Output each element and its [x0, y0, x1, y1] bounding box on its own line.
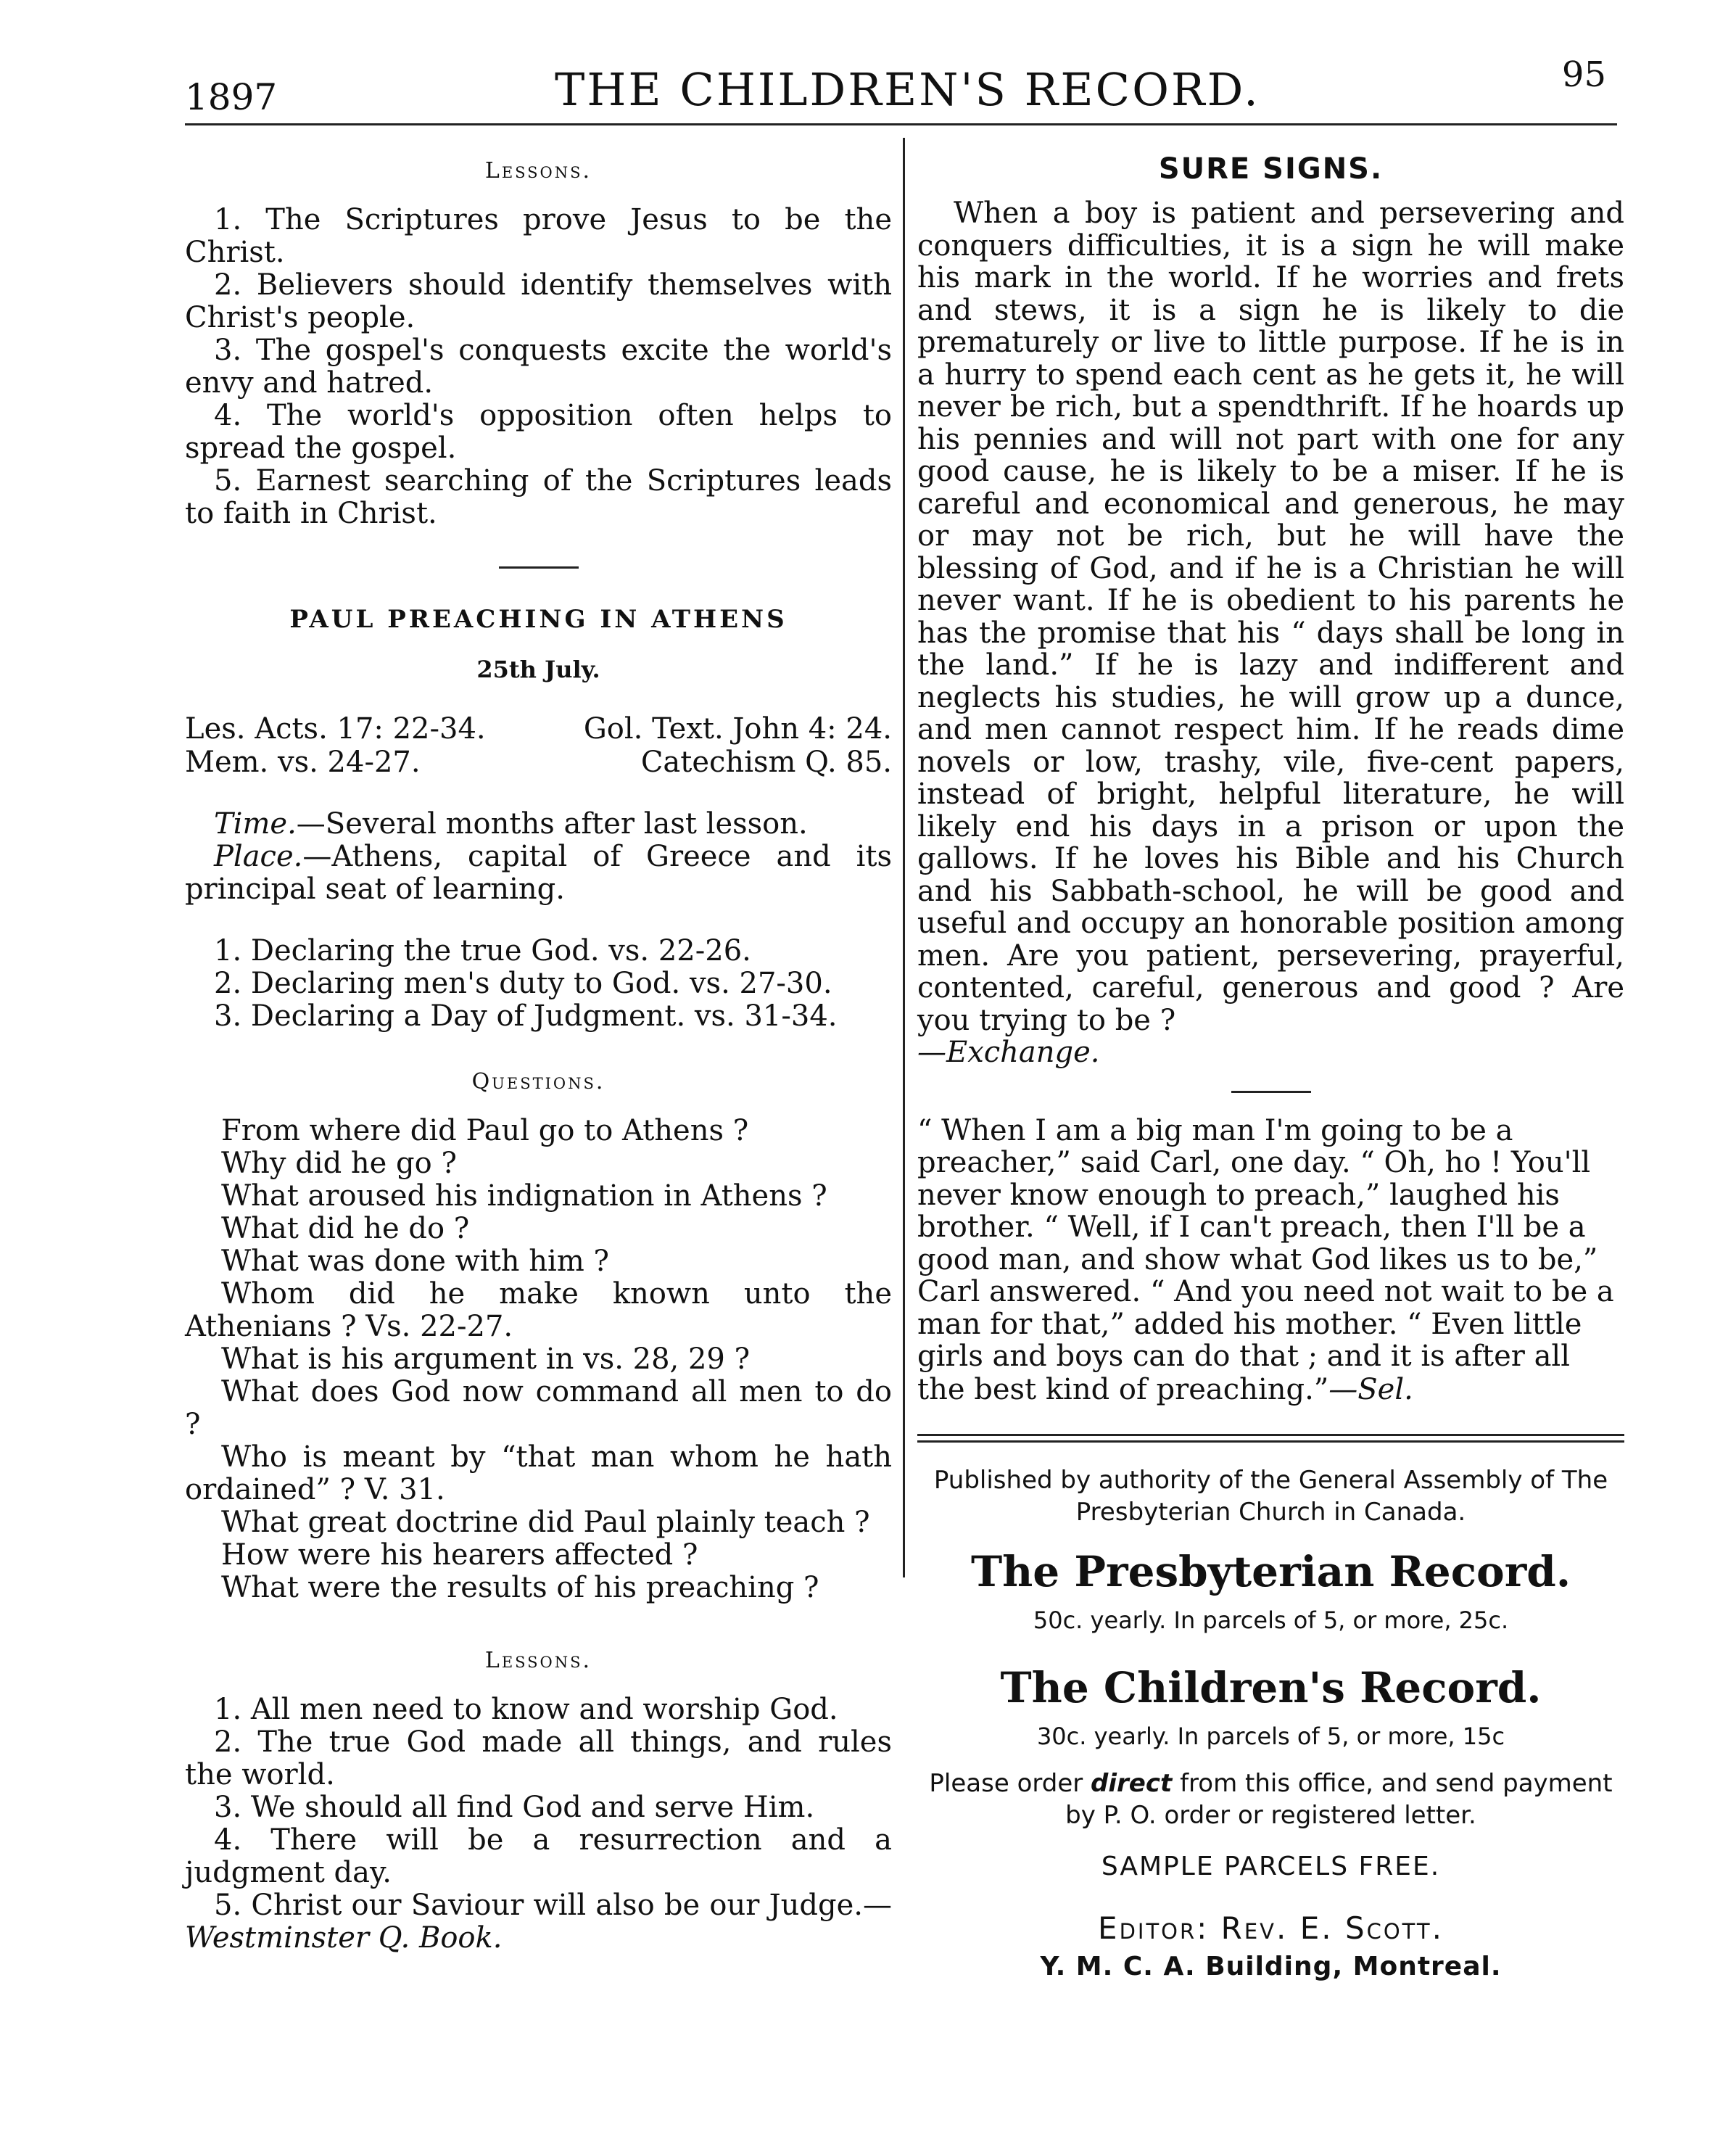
lessons-source: Westminster Q. Book. — [185, 1921, 503, 1955]
question-item: What was done with him ? — [221, 1245, 609, 1278]
question-item: What is his argument in vs. 28, 29 ? — [221, 1342, 751, 1376]
question-item: What aroused his indignation in Athens ? — [221, 1179, 827, 1213]
question-item: Who is meant by “that man whom he hath ordained” ? V. 31. — [185, 1440, 892, 1506]
question-item: What did he do ? — [221, 1212, 470, 1245]
editor-line: Editor: Rev. E. Scott. — [1098, 1910, 1444, 1946]
lessons-list-2 — [185, 1694, 892, 1955]
list-item: 3. We should all find God and serve Him. — [214, 1791, 815, 1824]
childrens-record-price: 30c. yearly. In parcels of 5, or more, 15c — [1036, 1722, 1505, 1750]
question-item: What does God now command all men to do ? — [185, 1375, 892, 1441]
catechism-ref: Catechism Q. 85. — [640, 746, 892, 779]
page-number: 95 — [1561, 54, 1606, 95]
presbyterian-record-price: 50c. yearly. In parcels of 5, or more, 25c. — [1033, 1606, 1509, 1634]
lesson-title: PAUL PREACHING IN ATHENS — [289, 605, 788, 634]
question-item: Whom did he make known unto the Athenians ? Vs. 22-27. — [185, 1277, 892, 1343]
questions-heading: Questions. — [471, 1069, 605, 1094]
lesson-refs-row-1 — [185, 712, 892, 746]
lessons-heading: Lessons. — [484, 158, 592, 183]
publisher-divider — [917, 1434, 1624, 1443]
time-line — [185, 808, 892, 841]
place-label: Place. — [214, 840, 303, 873]
header-rule — [185, 123, 1617, 125]
anecdote-source: —Sel. — [1328, 1372, 1413, 1406]
outline-item: 1. Declaring the true God. vs. 22-26. — [214, 934, 751, 968]
question-item: Why did he go ? — [221, 1147, 457, 1180]
childrens-record-title: The Children's Record. — [1000, 1662, 1542, 1712]
list-item: 1. The Scriptures prove Jesus to be the Christ. — [185, 203, 892, 269]
lessons-heading-2: Lessons. — [484, 1648, 592, 1673]
time-label: Time. — [214, 807, 297, 841]
order-line: Please order direct from this office, and send payment by P. O. order or registered letter. — [929, 1768, 1613, 1830]
article-body: When a boy is patient and persevering and conquers difficulties, it is a sign he will make his mark in the world. If he worries and frets and stews, it is a sign he is likely to die prematurely or live to little purpose. If he is in a hurry to spend each cent as he gets it, he will never be rich, but a spendthrift. If he hoards up his pennies and will not part with one for any good cause, he is likely to be a miser. If he is careful and economical and generous, he may or may not be rich, but he will have the blessing of God, and if he is a Christian he will never want. If he is obedient to his parents he has the promise that his “ days shall be long in the land.” If he is lazy and indifferent and neglects his studies, he will grow up a dunce, and men cannot respect him. If he reads dime novels or low, trashy, vile, five-cent papers, instead of bright, helpful literature, he will likely end his days in a prison or upon the gallows. If he loves his Bible and his Church and his Sabbath-school, he will be good and useful and occupy an honorable position among men. Are you patient, persevering, prayerful, contented, careful, generous and good ? Are you trying to be ? — [917, 197, 1624, 1037]
header-title: THE CHILDREN'S RECORD. — [555, 63, 1260, 116]
column-divider — [903, 138, 905, 1577]
lesson-outline — [185, 935, 892, 1033]
article-source: —Exchange. — [917, 1036, 1100, 1069]
list-item: 5. Earnest searching of the Scriptures leads to faith in Christ. — [185, 464, 892, 530]
outline-item: 2. Declaring men's duty to God. vs. 27-30. — [214, 967, 832, 1000]
list-item: 1. All men need to know and worship God. — [214, 1693, 838, 1726]
article-title: SURE SIGNS. — [1158, 152, 1384, 186]
list-item: 4. There will be a resurrection and a judgment day. — [185, 1823, 892, 1889]
sample-line: SAMPLE PARCELS FREE. — [1101, 1851, 1441, 1881]
place-text: —Athens, capital of Greece and its principal seat of learning. — [185, 840, 892, 906]
presbyterian-record-title: The Presbyterian Record. — [970, 1546, 1571, 1596]
outline-item: 3. Declaring a Day of Judgment. vs. 31-34. — [214, 999, 838, 1033]
lesson-date: 25th July. — [476, 656, 600, 683]
question-item: What great doctrine did Paul plainly teach ? — [221, 1506, 870, 1539]
section-divider — [1231, 1091, 1311, 1093]
time-text: —Several months after last lesson. — [296, 807, 808, 841]
publisher-line: Published by authority of the General Assembly of The Presbyterian Church in Canada. — [933, 1465, 1608, 1527]
list-item: 2. The true God made all things, and rules the world. — [185, 1725, 892, 1791]
section-divider — [499, 566, 579, 569]
lessons-list — [185, 204, 892, 530]
list-item: 2. Believers should identify themselves with Christ's people. — [185, 268, 892, 334]
list-item: 3. The gospel's conquests excite the world's envy and hatred. — [185, 334, 892, 400]
left-column — [185, 145, 892, 1955]
lesson-ref: Les. Acts. 17: 22-34. — [185, 712, 486, 746]
header-year: 1897 — [185, 76, 278, 118]
golden-text-ref: Gol. Text. John 4: 24. — [583, 712, 892, 746]
list-item-text: 5. Christ our Saviour will also be our Judge.— — [214, 1889, 892, 1922]
anecdote-body: “ When I am a big man I'm going to be a preacher,” said Carl, one day. “ Oh, ho ! You'll never know enough to preach,” laughed his brother. “ Well, if I can't preach, then I'll be a good man, and show what God likes us to be,” Carl answered. “ And you need not wait to be a man for that,” added his mother. “ Even little girls and boys can do that ; and it is after all the best kind of preaching.” — [917, 1113, 1614, 1406]
page-header — [185, 54, 1613, 120]
place-line — [185, 841, 892, 906]
list-item: 4. The world's opposition often helps to spread the gospel. — [185, 399, 892, 465]
address-line: Y. M. C. A. Building, Montreal. — [1040, 1951, 1502, 1981]
question-item: From where did Paul go to Athens ? — [221, 1114, 749, 1147]
question-item: How were his hearers affected ? — [221, 1538, 698, 1572]
question-item: What were the results of his preaching ? — [221, 1571, 819, 1604]
memory-ref: Mem. vs. 24-27. — [185, 746, 421, 779]
lesson-refs-row-2 — [185, 746, 892, 779]
right-column — [917, 145, 1624, 1981]
list-item — [185, 1889, 892, 1955]
questions-list — [185, 1115, 892, 1604]
